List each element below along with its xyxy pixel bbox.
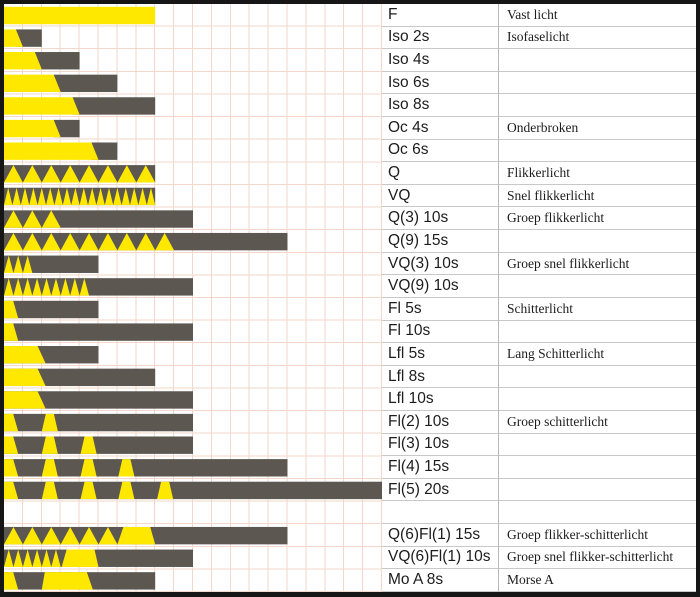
pattern-grid-area [4, 4, 383, 592]
flash-shape [4, 142, 99, 159]
signal-code-label: VQ(9) 10s [382, 275, 498, 298]
eclipse-bar [35, 52, 80, 69]
signal-description-label: Isofaselicht [499, 27, 696, 50]
signal-code-label: Q(9) 15s [382, 230, 498, 253]
light-pattern-chart [4, 4, 386, 592]
eclipse-bar [4, 301, 99, 318]
signal-code-label: VQ(3) 10s [382, 253, 498, 276]
signal-code-label: Lfl 8s [382, 366, 498, 389]
signal-description-label [499, 230, 696, 253]
signal-code-label: Iso 8s [382, 94, 498, 117]
signal-description-label: Onderbroken [499, 117, 696, 140]
flash-shape [4, 75, 61, 92]
signal-description-label [499, 366, 696, 389]
signal-code-label [382, 501, 498, 524]
signal-description-label: Morse A [499, 569, 696, 592]
signal-code-label: VQ(6)Fl(1) 10s [382, 547, 498, 570]
eclipse-bar [4, 323, 193, 340]
signal-code-label: Fl 5s [382, 298, 498, 321]
flash-shape [4, 120, 61, 137]
signal-description-label [499, 434, 696, 457]
flash-shape [42, 572, 93, 589]
signal-code-label: Q [382, 162, 498, 185]
signal-code-label: Iso 2s [382, 27, 498, 50]
signal-description-column [498, 4, 696, 592]
signal-code-label: VQ [382, 185, 498, 208]
signal-description-label: Groep schitterlicht [499, 411, 696, 434]
fixed-light-bar [4, 7, 155, 24]
flash-shape [117, 527, 155, 544]
signal-description-label: Groep snel flikker-schitterlicht [499, 547, 696, 570]
signal-description-label [499, 49, 696, 72]
signal-description-label: Vast licht [499, 4, 696, 27]
signal-code-label: Fl 10s [382, 321, 498, 344]
signal-code-label: Q(6)Fl(1) 15s [382, 524, 498, 547]
signal-description-label: Schitterlicht [499, 298, 696, 321]
eclipse-bar [4, 278, 193, 295]
eclipse-bar [4, 436, 193, 453]
signal-description-label: Groep flikker-schitterlicht [499, 524, 696, 547]
signal-code-label: Oc 6s [382, 140, 498, 163]
signal-code-label: F [382, 4, 498, 27]
signal-description-label [499, 321, 696, 344]
signal-description-label: Groep snel flikkerlicht [499, 253, 696, 276]
signal-description-label: Lang Schitterlicht [499, 343, 696, 366]
signal-description-label: Groep flikkerlicht [499, 207, 696, 230]
signal-description-label [499, 388, 696, 411]
signal-code-label: Oc 4s [382, 117, 498, 140]
signal-description-label: Snel flikkerlicht [499, 185, 696, 208]
signal-code-label: Fl(3) 10s [382, 434, 498, 457]
signal-description-label [499, 140, 696, 163]
flash-shape [62, 550, 99, 567]
signal-description-label [499, 501, 696, 524]
signal-code-label: Fl(4) 15s [382, 456, 498, 479]
signal-code-label: Fl(5) 20s [382, 479, 498, 502]
eclipse-bar [4, 550, 193, 567]
signal-description-label: Flikkerlicht [499, 162, 696, 185]
signal-code-label: Fl(2) 10s [382, 411, 498, 434]
signal-code-label: Iso 4s [382, 49, 498, 72]
eclipse-bar [4, 482, 382, 499]
diagram-inner [4, 4, 696, 592]
signal-description-label [499, 456, 696, 479]
signal-code-label: Lfl 5s [382, 343, 498, 366]
signal-code-label: Q(3) 10s [382, 207, 498, 230]
eclipse-bar [54, 75, 118, 92]
signal-code-label: Iso 6s [382, 72, 498, 95]
signal-code-column [382, 4, 498, 592]
eclipse-bar [4, 414, 193, 431]
signal-code-label: Mo A 8s [382, 569, 498, 592]
signal-description-label [499, 94, 696, 117]
signal-description-label [499, 275, 696, 298]
flash-shape [4, 97, 80, 114]
eclipse-bar [73, 97, 156, 114]
signal-description-label [499, 479, 696, 502]
signal-description-label [499, 72, 696, 95]
signal-code-label: Lfl 10s [382, 388, 498, 411]
